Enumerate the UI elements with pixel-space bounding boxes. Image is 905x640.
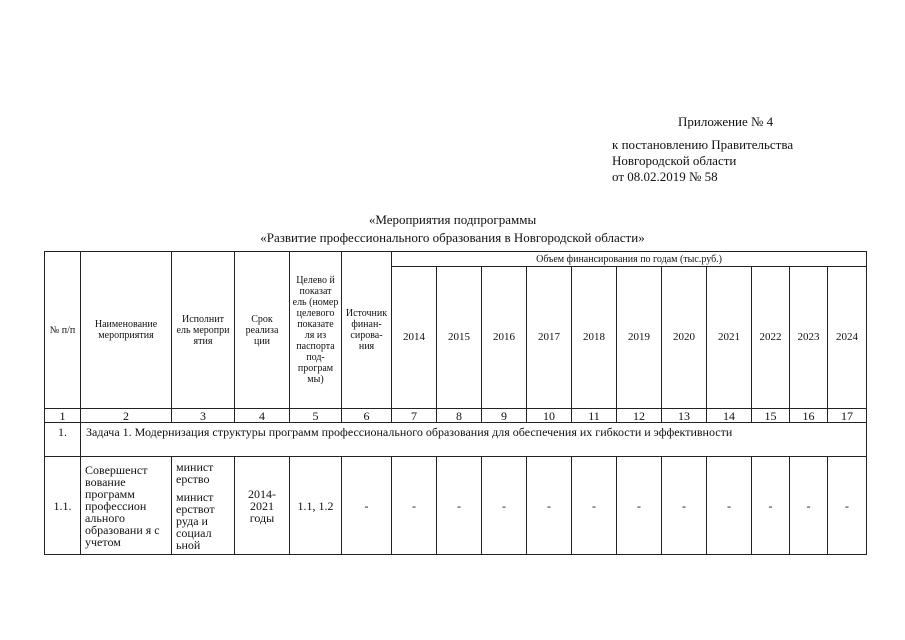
header-year: 2023 bbox=[790, 267, 828, 409]
appendix-line: от 08.02.2019 № 58 bbox=[612, 169, 718, 184]
header-target-indicator: Целево й показат ель (номер целевого показате ля из паспорта под- програм мы) bbox=[290, 252, 342, 409]
header-name: Наименование мероприятия bbox=[81, 252, 172, 409]
year-value: - bbox=[662, 457, 707, 555]
header-financing: Объем финансирования по годам (тыс.руб.) bbox=[392, 252, 867, 267]
year-value: - bbox=[752, 457, 790, 555]
executor-line-2: минист ерствот руда и социал ьной bbox=[176, 489, 215, 552]
column-index-row bbox=[45, 409, 867, 423]
header-year: 2018 bbox=[572, 267, 617, 409]
header-year: 2019 bbox=[617, 267, 662, 409]
column-index: 2 bbox=[81, 409, 172, 423]
column-index: 3 bbox=[172, 409, 235, 423]
column-index: 6 bbox=[342, 409, 392, 423]
task-description: Задача 1. Модернизация структуры программ профессионального образования для обеспечения их гибкости и эффективности bbox=[81, 423, 867, 457]
header-year: 2016 bbox=[482, 267, 527, 409]
year-value: - bbox=[828, 457, 867, 555]
measure-target: 1.1, 1.2 bbox=[290, 457, 342, 555]
column-index: 16 bbox=[790, 409, 828, 423]
column-index: 8 bbox=[437, 409, 482, 423]
measure-name: Совершенст вование программ профессион ального образовани я с учетом bbox=[81, 457, 172, 555]
measure-source: - bbox=[342, 457, 392, 555]
measures-table bbox=[44, 251, 867, 555]
header-term: Срок реализа ции bbox=[235, 252, 290, 409]
column-index: 1 bbox=[45, 409, 81, 423]
header-num: № п/п bbox=[45, 252, 81, 409]
task-number: 1. bbox=[45, 423, 81, 457]
column-index: 4 bbox=[235, 409, 290, 423]
year-value: - bbox=[482, 457, 527, 555]
header-funding-source: Источник финан- сирова- ния bbox=[342, 252, 392, 409]
column-index: 11 bbox=[572, 409, 617, 423]
executor-line-1: минист ерство bbox=[176, 459, 214, 486]
measure-executor bbox=[172, 457, 235, 555]
year-value: - bbox=[527, 457, 572, 555]
header-year: 2017 bbox=[527, 267, 572, 409]
column-index: 14 bbox=[707, 409, 752, 423]
task-row bbox=[45, 423, 867, 457]
appendix-line: к постановлению Правительства bbox=[612, 137, 794, 152]
appendix-line: Новгородской области bbox=[612, 153, 737, 168]
year-value: - bbox=[790, 457, 828, 555]
document-title-line-1: «Мероприятия подпрограммы bbox=[368, 212, 537, 227]
year-value: - bbox=[437, 457, 482, 555]
row-number: 1.1. bbox=[45, 457, 81, 555]
column-index: 5 bbox=[290, 409, 342, 423]
measure-term: 2014- 2021 годы bbox=[235, 457, 290, 555]
year-value: - bbox=[707, 457, 752, 555]
table-row bbox=[45, 457, 867, 555]
header-year: 2022 bbox=[752, 267, 790, 409]
header-year: 2021 bbox=[707, 267, 752, 409]
header-year: 2014 bbox=[392, 267, 437, 409]
column-index: 10 bbox=[527, 409, 572, 423]
header-executor: Исполнит ель меропри ятия bbox=[172, 252, 235, 409]
column-index: 15 bbox=[752, 409, 790, 423]
appendix-block bbox=[612, 114, 892, 185]
header-year: 2015 bbox=[437, 267, 482, 409]
appendix-number: Приложение № 4 bbox=[678, 114, 774, 129]
column-index: 9 bbox=[482, 409, 527, 423]
year-value: - bbox=[392, 457, 437, 555]
column-index: 12 bbox=[617, 409, 662, 423]
column-index: 7 bbox=[392, 409, 437, 423]
header-year: 2020 bbox=[662, 267, 707, 409]
header-year: 2024 bbox=[828, 267, 867, 409]
document-title-line-2: «Развитие профессионального образования в Новгородской области» bbox=[260, 230, 645, 245]
year-value: - bbox=[617, 457, 662, 555]
column-index: 17 bbox=[828, 409, 867, 423]
column-index: 13 bbox=[662, 409, 707, 423]
year-value: - bbox=[572, 457, 617, 555]
